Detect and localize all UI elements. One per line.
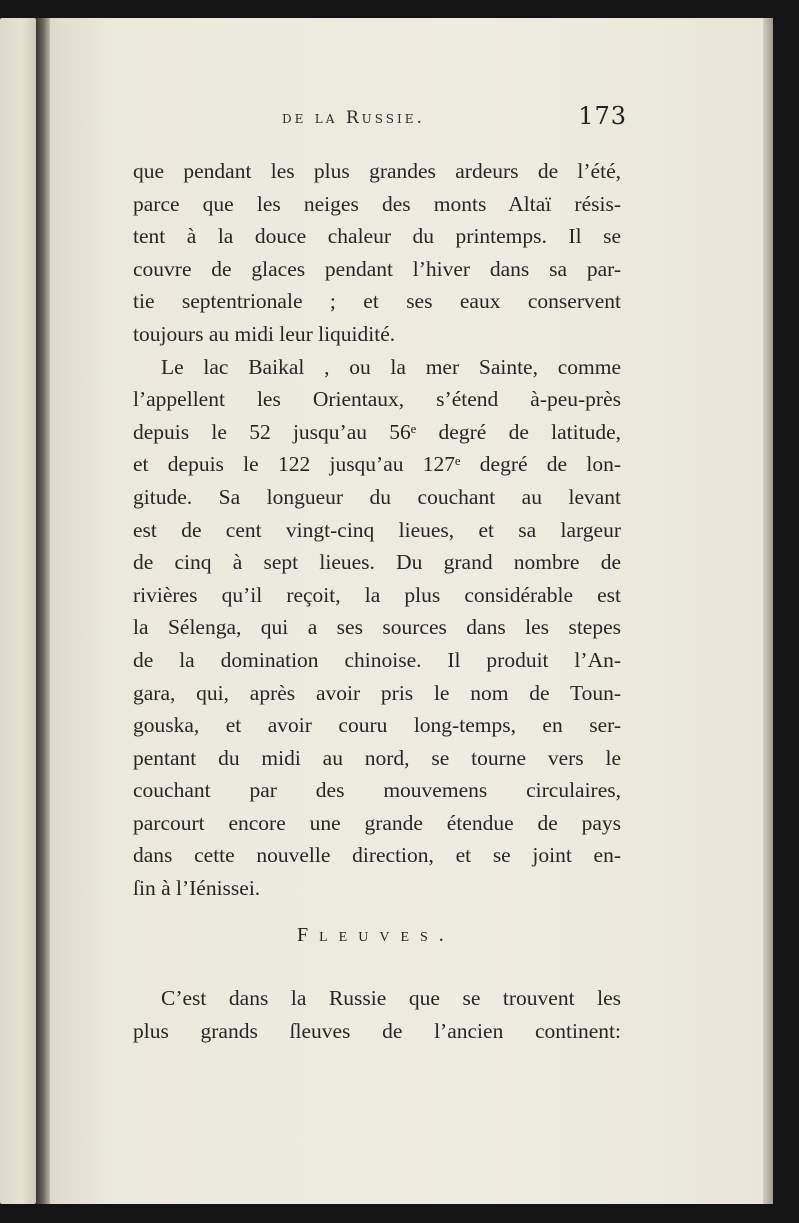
text-line: couvre de glaces pendant l’hiver dans sa par- (133, 256, 621, 281)
book-gutter (36, 18, 50, 1204)
page-edge-right (763, 18, 773, 1204)
text-line: pentant du midi au nord, se tourne vers le (133, 745, 621, 770)
text-line: gitude. Sa longueur du couchant au levant (133, 484, 621, 509)
text-line: de cinq à sept lieues. Du grand nombre de (133, 550, 621, 575)
text-line: dans cette nouvelle direction, et se joint en- (133, 843, 621, 868)
text-line: rivières qu’il reçoit, la plus considérable est (133, 582, 621, 607)
page-number: 173 (578, 102, 627, 130)
text-line: de la domination chinoise. Il produit l’An- (133, 647, 621, 672)
text-line: et depuis le 122 jusqu’au 127ᵉ degré de lon- (133, 452, 621, 477)
text-line: parcourt encore une grande étendue de pays (133, 810, 621, 835)
text-line: est de cent vingt-cinq lieues, et sa largeur (133, 517, 621, 542)
text-line: la Sélenga, qui a ses sources dans les stepes (133, 615, 621, 640)
running-title: de la Russie. (282, 108, 425, 128)
text-line: l’appellent les Orientaux, s’étend à-peu-près (133, 387, 621, 412)
text-line: couchant par des mouvemens circulaires, (133, 778, 621, 803)
text-line: depuis le 52 jusqu’au 56ᵉ degré de latitude, (133, 419, 621, 444)
page-header (282, 100, 627, 140)
text-line: parce que les neiges des monts Altaï résis- (133, 191, 621, 216)
body-text (133, 155, 621, 905)
section-heading: Fleuves. (297, 924, 455, 946)
text-line: ſin à l’Iénissei. (133, 876, 261, 901)
text-line: toujours au midi leur liquidité. (133, 321, 396, 346)
text-line: C’est dans la Russie que se trouvent les (161, 986, 621, 1010)
text-line: gouska, et avoir couru long-temps, en ser- (133, 713, 621, 738)
text-line: que pendant les plus grandes ardeurs de l’été, (133, 159, 621, 183)
text-line: tent à la douce chaleur du printemps. Il se (133, 224, 621, 249)
text-line: gara, qui, après avoir pris le nom de Toun- (133, 680, 621, 705)
text-line: Le lac Baikal , ou la mer Sainte, comme (161, 354, 621, 379)
section-text (133, 982, 621, 1047)
text-line: tie septentrionale ; et ses eaux conservent (133, 289, 621, 314)
facing-page-edge (0, 18, 36, 1204)
text-line: plus grands ſleuves de l’ancien continent: (133, 1018, 621, 1043)
